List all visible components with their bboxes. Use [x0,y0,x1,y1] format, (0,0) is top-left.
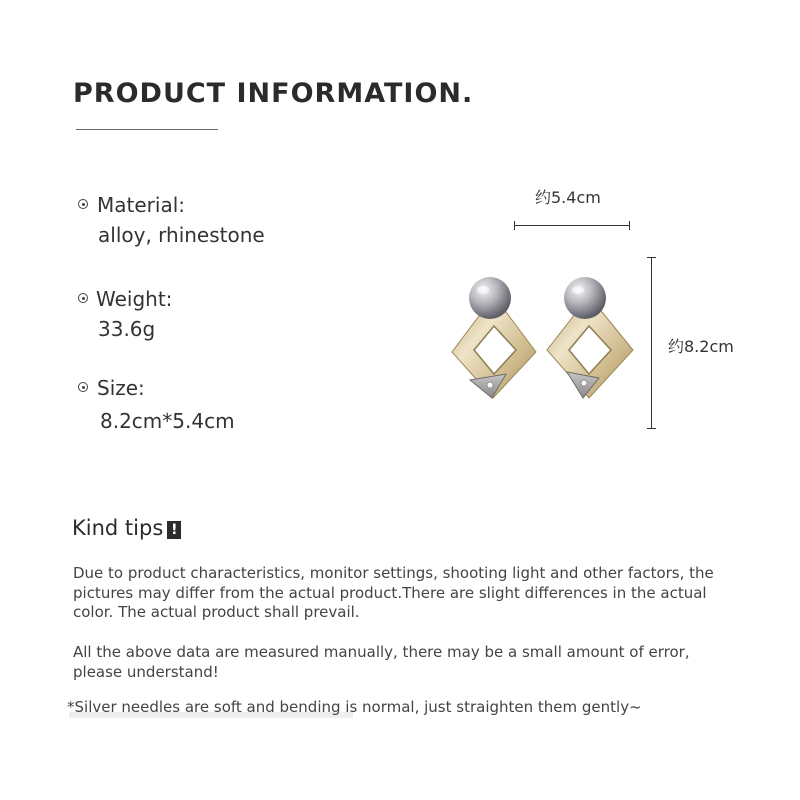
exclamation-icon: ! [167,521,181,539]
spec-value: 8.2cm*5.4cm [100,409,235,433]
spec-value: 33.6g [98,317,156,341]
tips-paragraph-2: All the above data are measured manually, there may be a small amount of error, please understand! [73,643,690,681]
bullet-icon [78,199,88,209]
page-title: PRODUCT INFORMATION. [73,78,474,109]
height-dimension-label: 约8.2cm [668,337,734,356]
height-dimension-line [651,257,652,429]
bullet-icon [78,293,88,303]
title-divider [76,129,218,130]
earring-left-image [448,274,544,402]
tips-paragraph-1: Due to product characteristics, monitor settings, shooting light and other factors, the pictures may differ from the actual product.There are slight differences in the actual color. The actual product shall prevail. [73,564,714,621]
kind-tips-title: Kind tips [72,516,164,540]
spec-label: Size: [97,376,145,400]
width-dimension-label: 约5.4cm [535,188,601,207]
kind-tips-heading [72,514,181,542]
silver-needle-note: *Silver needles are soft and bending is normal, just straighten them gently~ [67,698,642,716]
spec-value: alloy, rhinestone [98,223,265,247]
width-dimension-line [514,225,630,226]
bullet-icon [78,382,88,392]
spec-label: Material: [97,193,185,217]
earring-right-image [543,274,639,402]
spec-label: Weight: [96,287,173,311]
